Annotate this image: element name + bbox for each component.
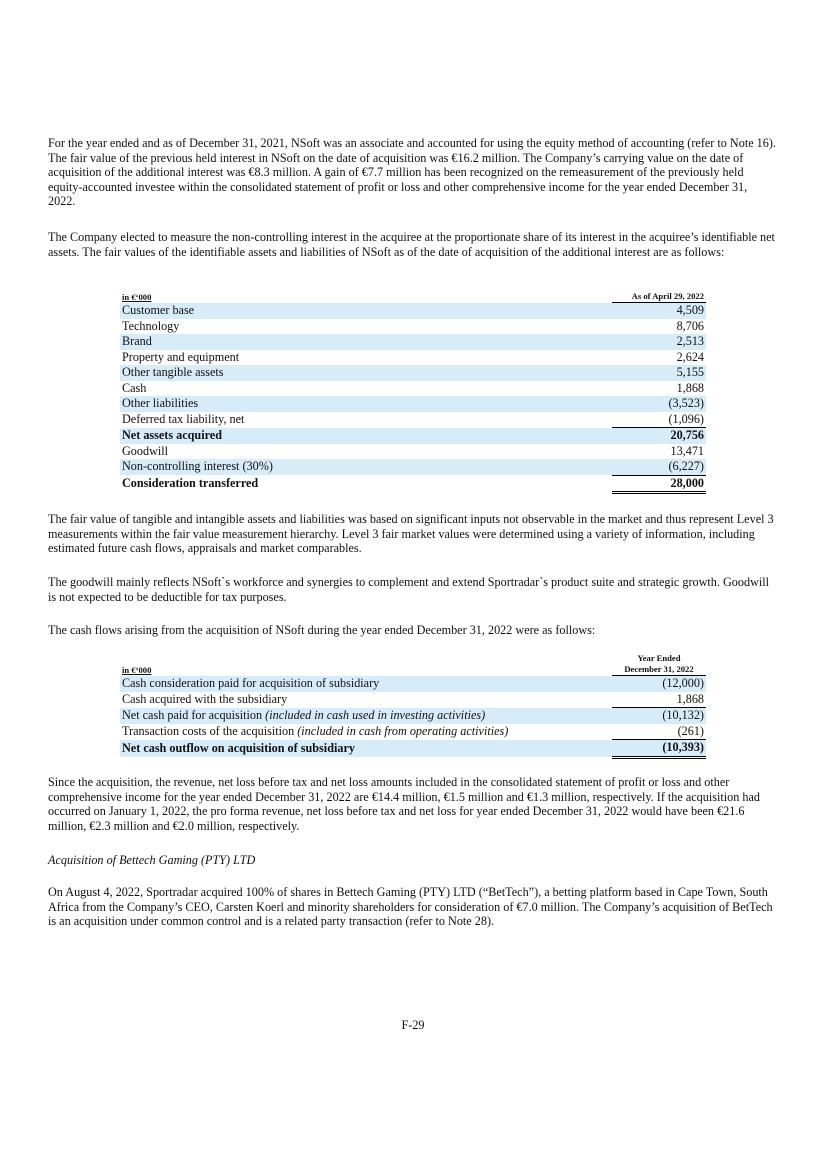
paragraph-level-3-measurements: The fair value of tangible and intangible assets and liabilities was based on significant inputs not observable in the market and thus represent Level 3 measurements within the fair value measurement hierarchy. Level 3 fair market values were determined using a variety of information, including estimated future cash flows, appraisals and market comparables. xyxy=(48,512,774,556)
paragraph-nsoft-equity-method: For the year ended and as of December 31, 2021, NSoft was an associate and accounted for using the equity method of accounting (refer to Note 16). The fair value of the previous held interest in NSoft on the date of acquisition was €16.2 million. The Company’s carrying value on the date of acquisition of the additional interest was €8.3 million. A gain of €7.7 million has been recognized on the remeasurement of the previously held equity-accounted investee within the consolidated statement of profit or loss and other comprehensive income for the year ended December 31, 2022. xyxy=(48,136,776,209)
unit-label: in €‘000 xyxy=(120,653,594,676)
section-heading-bettech: Acquisition of Bettech Gaming (PTY) LTD xyxy=(48,853,256,867)
paragraph-cash-flows-intro: The cash flows arising from the acquisition of NSoft during the year ended December 31, 2022 were as follows: xyxy=(48,623,596,637)
row-value: (6,227) xyxy=(612,459,706,475)
table-row xyxy=(120,319,706,335)
table-row xyxy=(120,303,706,319)
row-label: Deferred tax liability, net xyxy=(122,411,245,426)
paragraph-pro-forma: Since the acquisition, the revenue, net loss before tax and net loss amounts included in the consolidated statement of profit or loss and other comprehensive income for the year ended December 31, 2022 are €14.4 million, €1.5 million and €1.3 million, respectively. If the acquisition had occurred on January 1, 2022, the pro forma revenue, net loss before tax and net loss for year ended December 31, 2022 would have been €21.6 million, €2.3 million and €2.0 million, respectively. xyxy=(48,775,760,833)
table-row xyxy=(120,724,706,740)
table-row xyxy=(120,692,706,708)
table-row xyxy=(120,708,706,724)
table-row xyxy=(120,365,706,381)
paragraph-non-controlling-interest: The Company elected to measure the non-controlling interest in the acquiree at the proportionate share of its interest in the acquiree’s identifiable net assets. The fair values of the identifiable assets and liabilities of NSoft as of the date of acquisition of the additional interest are as follows: xyxy=(48,230,775,259)
row-label: Cash acquired with the subsidiary xyxy=(122,691,288,706)
row-value: 5,155 xyxy=(612,365,706,381)
table-row-total xyxy=(120,475,706,493)
row-label: Cash xyxy=(122,380,147,395)
column-header-line-1: Year Ended xyxy=(637,653,681,663)
row-label: Property and equipment xyxy=(122,349,240,364)
table-row xyxy=(120,676,706,692)
row-label: Technology xyxy=(122,318,180,333)
row-value: 1,868 xyxy=(676,380,704,395)
row-label: Cash consideration paid for acquisition of subsidiary xyxy=(120,676,594,692)
column-header xyxy=(612,653,706,676)
row-value: 13,471 xyxy=(670,443,704,458)
row-value: 1,868 xyxy=(612,692,706,708)
row-label: Consideration transferred xyxy=(122,476,259,490)
row-label: Net cash outflow on acquisition of subsidiary xyxy=(120,740,594,758)
table-row xyxy=(120,444,706,460)
table-row xyxy=(120,350,706,366)
column-header-line-2: December 31, 2022 xyxy=(624,664,694,674)
row-value: (10,393) xyxy=(612,740,706,758)
row-value: 4,509 xyxy=(612,303,706,319)
table-header-row xyxy=(120,291,706,303)
row-label: Net cash paid for acquisition (included in cash used in investing activities) xyxy=(120,708,594,724)
row-value: (3,523) xyxy=(612,396,706,412)
row-value: 28,000 xyxy=(612,475,706,493)
page-number: F-29 xyxy=(401,1018,425,1032)
table-row xyxy=(120,459,706,475)
row-value: (261) xyxy=(612,724,706,740)
row-label: Customer base xyxy=(120,303,594,319)
row-label: Transaction costs of the acquisition (included in cash from operating activities) xyxy=(122,723,509,738)
row-label: Other liabilities xyxy=(120,396,594,412)
row-value: (12,000) xyxy=(612,676,706,692)
row-value: 2,513 xyxy=(612,334,706,350)
row-value: (1,096) xyxy=(612,412,706,428)
column-header: As of April 29, 2022 xyxy=(612,291,706,303)
table-row xyxy=(120,412,706,428)
table-row-subtotal xyxy=(120,428,706,444)
row-value: 20,756 xyxy=(612,428,706,444)
unit-label: in €‘000 xyxy=(120,291,594,303)
table-row xyxy=(120,334,706,350)
table-row xyxy=(120,396,706,412)
row-label: Non-controlling interest (30%) xyxy=(120,459,594,475)
row-label: Net assets acquired xyxy=(120,428,594,444)
nsoft-cash-flow-table xyxy=(120,653,706,759)
row-label: Other tangible assets xyxy=(120,365,594,381)
nsoft-fair-value-table xyxy=(120,291,706,494)
row-label: Brand xyxy=(120,334,594,350)
paragraph-goodwill: The goodwill mainly reflects NSoft`s workforce and synergies to complement and extend Sportradar`s product suite and strategic growth. Goodwill is not expected to be deductible for tax purposes. xyxy=(48,575,770,604)
table-row xyxy=(120,381,706,397)
row-value: 2,624 xyxy=(676,349,704,364)
row-value: (10,132) xyxy=(612,708,706,724)
table-header-row xyxy=(120,653,706,676)
row-label: Goodwill xyxy=(122,443,169,458)
paragraph-bettech-acquisition: On August 4, 2022, Sportradar acquired 100% of shares in Bettech Gaming (PTY) LTD (“BetTech”), a betting platform based in Cape Town, South Africa from the Company’s CEO, Carsten Koerl and minority shareholders for consideration of €7.0 million. The Company’s acquisition of BetTech is an acquisition under common control and is a related party transaction (refer to Note 28). xyxy=(48,885,773,929)
row-value: 8,706 xyxy=(676,318,704,333)
table-row-total xyxy=(120,740,706,758)
